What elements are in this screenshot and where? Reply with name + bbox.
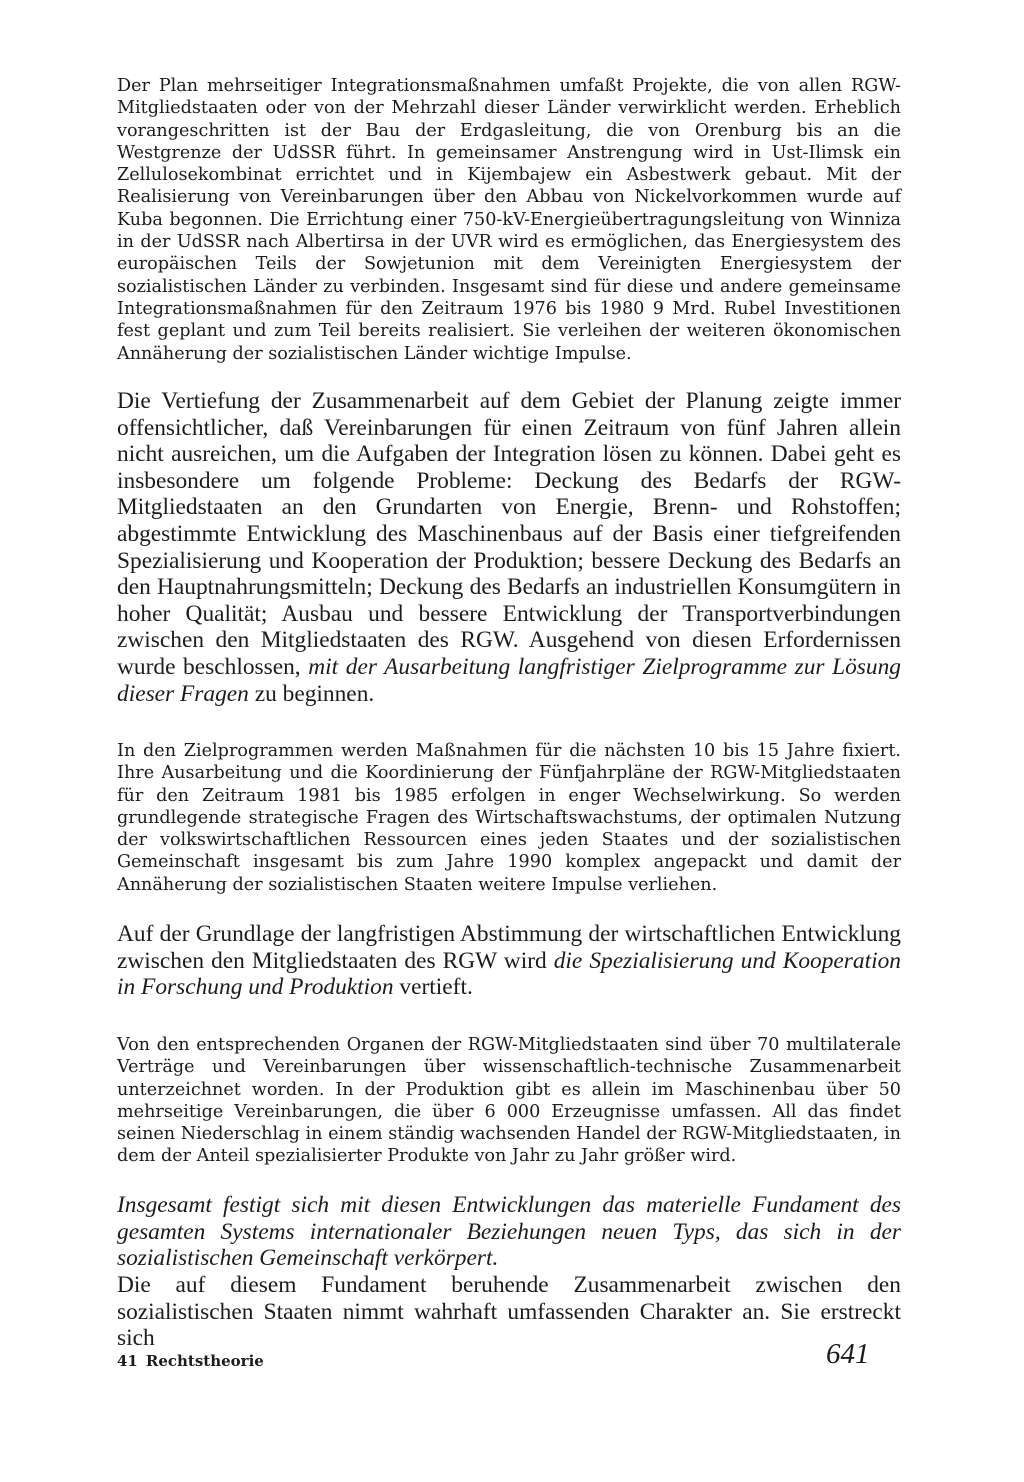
- paragraph-planning-end: zu beginnen.: [248, 680, 375, 707]
- paragraph-foundation: Insgesamt festigt sich mit diesen Entwicklungen das materielle Fundament des gesamten Systems internationaler Beziehungen neuen Typs, das sich in der sozialistischen Gemeinschaft verkörpert.: [117, 1192, 901, 1272]
- signature-number: 41: [117, 1352, 138, 1370]
- paragraph-agreements: Von den entsprechenden Organen der RGW-Mitgliedstaaten sind über 70 multilaterale Verträge und Vereinbarungen über wissenschaftlich-technische Zusammenarbeit unterzeichnet worden. In der Produktion gibt es allein im Maschinenbau über 50 mehrseitige Vereinbarungen, die über 6 000 Erzeugnisse umfassen. All das findet seinen Niederschlag in einem ständig wachsenden Handel der RGW-Mitgliedstaaten, in dem der Anteil spezialisierter Produkte von Jahr zu Jahr größer wird.: [117, 1035, 901, 1167]
- page-number: 641: [826, 1338, 870, 1370]
- signature-title: Rechtstheorie: [145, 1352, 264, 1370]
- paragraph-planning-text: Die Vertiefung der Zusammenarbeit auf dem Gebiet der Planung zeigte immer offensichtlicher, daß Vereinbarungen für einen Zeitraum von fünf Jahren allein nicht ausreichen, um die Aufgaben der Integration lösen zu können. Dabei geht es insbesondere um folgende Probleme: Deckung des Bedarfs der RGW-Mitgliedstaaten an den Grundarten von Energie, Brenn- und Rohstoffen; abgestimmte Entwicklung des Maschinenbaus auf der Basis einer tiefgreifenden Spezialisierung und Kooperation der Produktion; bessere Deckung des Bedarfs an den Hauptnahrungsmitteln; Deckung des Bedarfs an industriellen Konsumgütern in hoher Qualität; Ausbau und bessere Entwicklung der Transportverbindungen zwischen den Mitgliedstaaten des RGW. Ausgehend von diesen Erfordernissen wurde beschlossen,: [117, 388, 901, 680]
- paragraph-planning-cooperation: [117, 388, 901, 707]
- paragraph-cooperation: Die auf diesem Fundament beruhende Zusammenarbeit zwischen den sozialistischen Staaten nimmt wahrhaft umfassenden Charakter an. Sie erstreckt sich: [117, 1272, 901, 1352]
- paragraph-integration-projects: Der Plan mehrseitiger Integrationsmaßnahmen umfaßt Projekte, die von allen RGW-Mitgliedstaaten oder von der Mehrzahl dieser Länder verwirklicht werden. Erheblich vorangeschritten ist der Bau der Erdgasleitung, die von Orenburg bis an die Westgrenze der UdSSR führt. In gemeinsamer Anstrengung wird in Ust-Ilimsk ein Zellulosekombinat errichtet und in Kijembajew ein Asbestwerk gebaut. Mit der Realisierung von Vereinbarungen über den Abbau von Nickelvorkommen wurde auf Kuba begonnen. Die Errichtung einer 750-kV-Energieübertragungsleitung von Winniza in der UdSSR nach Albertirsa in der UVR wird es ermöglichen, das Energiesystem des europäischen Teils der Sowjetunion mit dem Vereinigten Energiesystem der sozialistischen Länder zu verbinden. Insgesamt sind für diese und andere gemeinsame Integrationsmaßnahmen für den Zeitraum 1976 bis 1980 9 Mrd. Rubel Investitionen fest geplant und zum Teil bereits realisiert. Sie verleihen der weiteren ökonomischen Annäherung der sozialistischen Länder wichtige Impulse.: [117, 76, 901, 364]
- footer-signature: [117, 1352, 272, 1370]
- paragraph-specialization-end: vertieft.: [393, 974, 473, 1001]
- paragraph-specialization-text: Auf der Grundlage der langfristigen Abstimmung der wirtschaftlichen Entwicklung zwischen den Mitgliedstaaten des RGW wird: [117, 921, 901, 974]
- paragraph-specialization: [117, 921, 901, 1001]
- paragraph-specialization-emphasis: die Spezialisierung und Kooperation in Forschung und Produktion: [117, 947, 901, 1001]
- paragraph-target-programs: In den Zielprogrammen werden Maßnahmen für die nächsten 10 bis 15 Jahre fixiert. Ihre Ausarbeitung und die Koordinierung der Fünfjahrpläne der RGW-Mitgliedstaaten für den Zeitraum 1981 bis 1985 erfolgen in enger Wechselwirkung. So werden grundlegende strategische Fragen des Wirtschaftswachstums, der optimalen Nutzung der volkswirtschaftlichen Ressourcen eines jeden Staates und der sozialistischen Gemeinschaft insgesamt bis zum Jahre 1990 komplex angepackt und damit der Annäherung der sozialistischen Staaten weitere Impulse verliehen.: [117, 741, 901, 895]
- paragraph-planning-emphasis: mit der Ausarbeitung langfristiger Zielprogramme zur Lösung dieser Fragen: [117, 653, 901, 707]
